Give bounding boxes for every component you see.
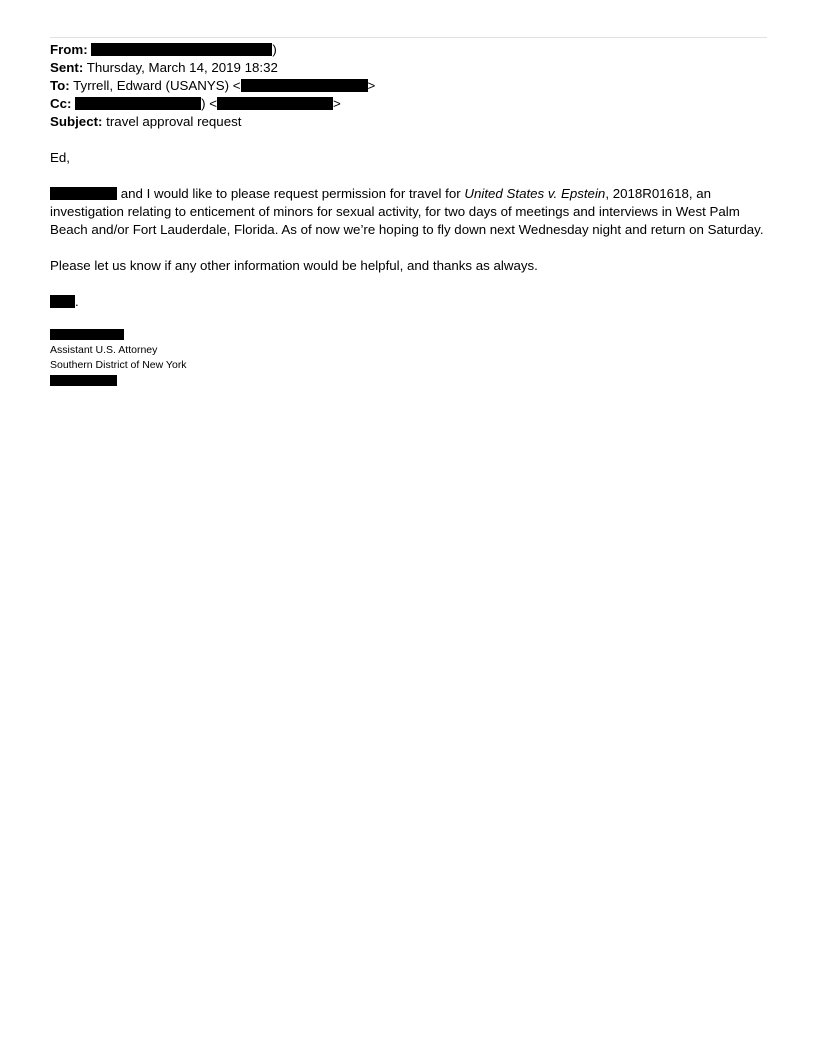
cc-suffix: >	[333, 96, 341, 111]
cc-line	[50, 95, 766, 113]
para1-before-case: and I would like to please request permission for travel for	[117, 186, 465, 201]
redaction-box	[241, 79, 368, 92]
signoff	[50, 293, 766, 311]
to-line	[50, 77, 766, 95]
cc-label: Cc:	[50, 96, 72, 111]
subject-line	[50, 113, 766, 131]
from-label: From:	[50, 42, 88, 57]
header-divider	[50, 37, 767, 38]
body-paragraph-2: Please let us know if any other information would be helpful, and thanks as always.	[50, 258, 538, 273]
to-value: Tyrrell, Edward (USANYS) <	[73, 78, 241, 93]
redaction-box	[50, 187, 117, 200]
from-line	[50, 41, 766, 59]
case-name: United States v. Epstein	[464, 186, 606, 201]
redaction-box	[50, 329, 124, 340]
sent-line	[50, 59, 766, 77]
email-content	[50, 41, 766, 386]
greeting: Ed,	[50, 150, 70, 165]
subject-label: Subject:	[50, 114, 103, 129]
signoff-suffix: .	[75, 294, 79, 309]
to-suffix: >	[367, 78, 376, 93]
subject-value: travel approval request	[106, 114, 242, 129]
from-suffix: )	[272, 42, 277, 57]
redaction-box	[217, 97, 333, 110]
cc-middle: ) <	[201, 96, 218, 111]
signature-office: Southern District of New York	[50, 359, 187, 371]
sent-label: Sent:	[50, 60, 84, 75]
body-paragraph-1	[50, 185, 766, 239]
redaction-box	[91, 43, 272, 56]
redaction-box	[75, 97, 201, 110]
to-label: To:	[50, 78, 70, 93]
sent-value: Thursday, March 14, 2019 18:32	[86, 60, 278, 75]
redaction-box	[50, 375, 117, 386]
signature-block	[50, 329, 766, 386]
para1-after-case: , 2018R01618, an investigation relating to enticement of minors for sexual activity, for two days of meetings and interviews in West Palm Beach and/or Fort Lauderdale, Florida. As of now we’re hoping to fly down next Wednesday night and return on Saturday.	[50, 186, 764, 237]
redaction-box	[50, 295, 75, 308]
signature-title: Assistant U.S. Attorney	[50, 344, 158, 356]
